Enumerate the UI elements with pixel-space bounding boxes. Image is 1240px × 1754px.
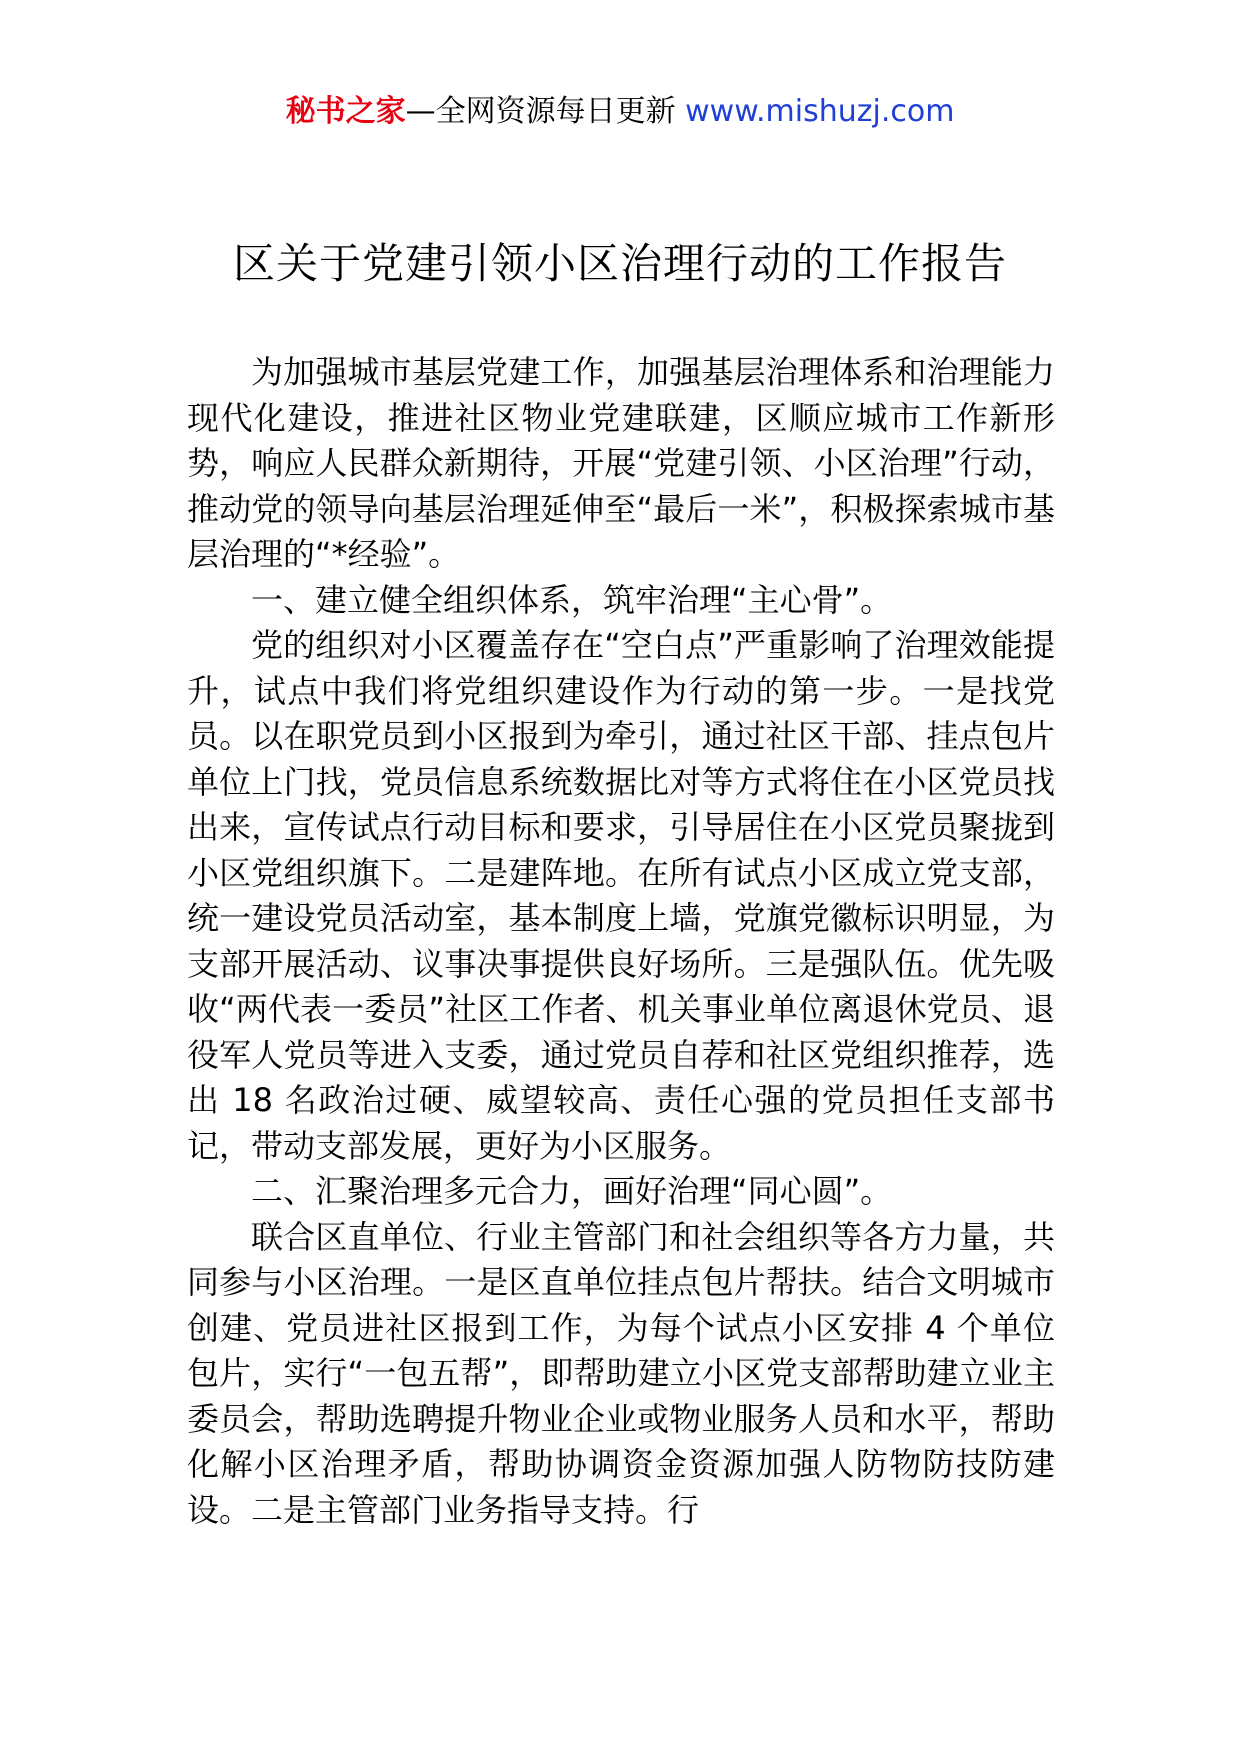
section-heading-2: 二、汇聚治理多元合力，画好治理“同心圆”。	[251, 1172, 893, 1210]
document-body	[187, 350, 1055, 1533]
section-heading-1: 一、建立健全组织体系，筑牢治理“主心骨”。	[251, 580, 893, 619]
site-banner	[0, 92, 1240, 132]
section-2-paragraph: 联合区直单位、行业主管部门和社会组织等各方力量，共同参与小区治理。一是区直单位挂点包片帮扶。结合文明城市创建、党员进社区报到工作，为每个试点小区安排 4 个单位包片，实行“一包五帮”，即帮助建立小区党支部帮助建立业主委员会，帮助选聘提升物业企业或物业服务人员和水平，帮助化解小区治理矛盾，帮助协调资金资源加强人防物防技防建设。二是主管部门业务指导支持。行	[187, 1217, 1055, 1529]
site-url-link[interactable]: www.mishuzj.com	[685, 94, 955, 129]
site-brand: 秘书之家	[285, 94, 406, 129]
document-title: 区关于党建引领小区治理行动的工作报告	[232, 239, 1007, 288]
section-1-paragraph: 党的组织对小区覆盖存在“空白点”严重影响了治理效能提升，试点中我们将党组织建设作为行动的第一步。一是找党员。以在职党员到小区报到为牵引，通过社区干部、挂点包片单位上门找，党员信息系统数据比对等方式将住在小区党员找出来，宣传试点行动目标和要求，引导居住在小区党员聚拢到小区党组织旗下。二是建阵地。在所有试点小区成立党支部，统一建设党员活动室，基本制度上墙，党旗党徽标识明显，为支部开展活动、议事决事提供良好场所。三是强队伍。优先吸收“两代表一委员”社区工作者、机关事业单位离退休党员、退役军人党员等进入支委，通过党员自荐和社区党组织推荐，选出 18 名政治过硬、威望较高、责任心强的党员担任支部书记，带动支部发展，更好为小区服务。	[187, 626, 1055, 1165]
intro-paragraph: 为加强城市基层党建工作，加强基层治理体系和治理能力现代化建设，推进社区物业党建联建，区顺应城市工作新形势，响应人民群众新期待，开展“党建引领、小区治理”行动，推动党的领导向基层治理延伸至“最后一米”，积极探索城市基层治理的“*经验”。	[187, 353, 1055, 573]
site-tagline: —全网资源每日更新	[405, 94, 686, 129]
